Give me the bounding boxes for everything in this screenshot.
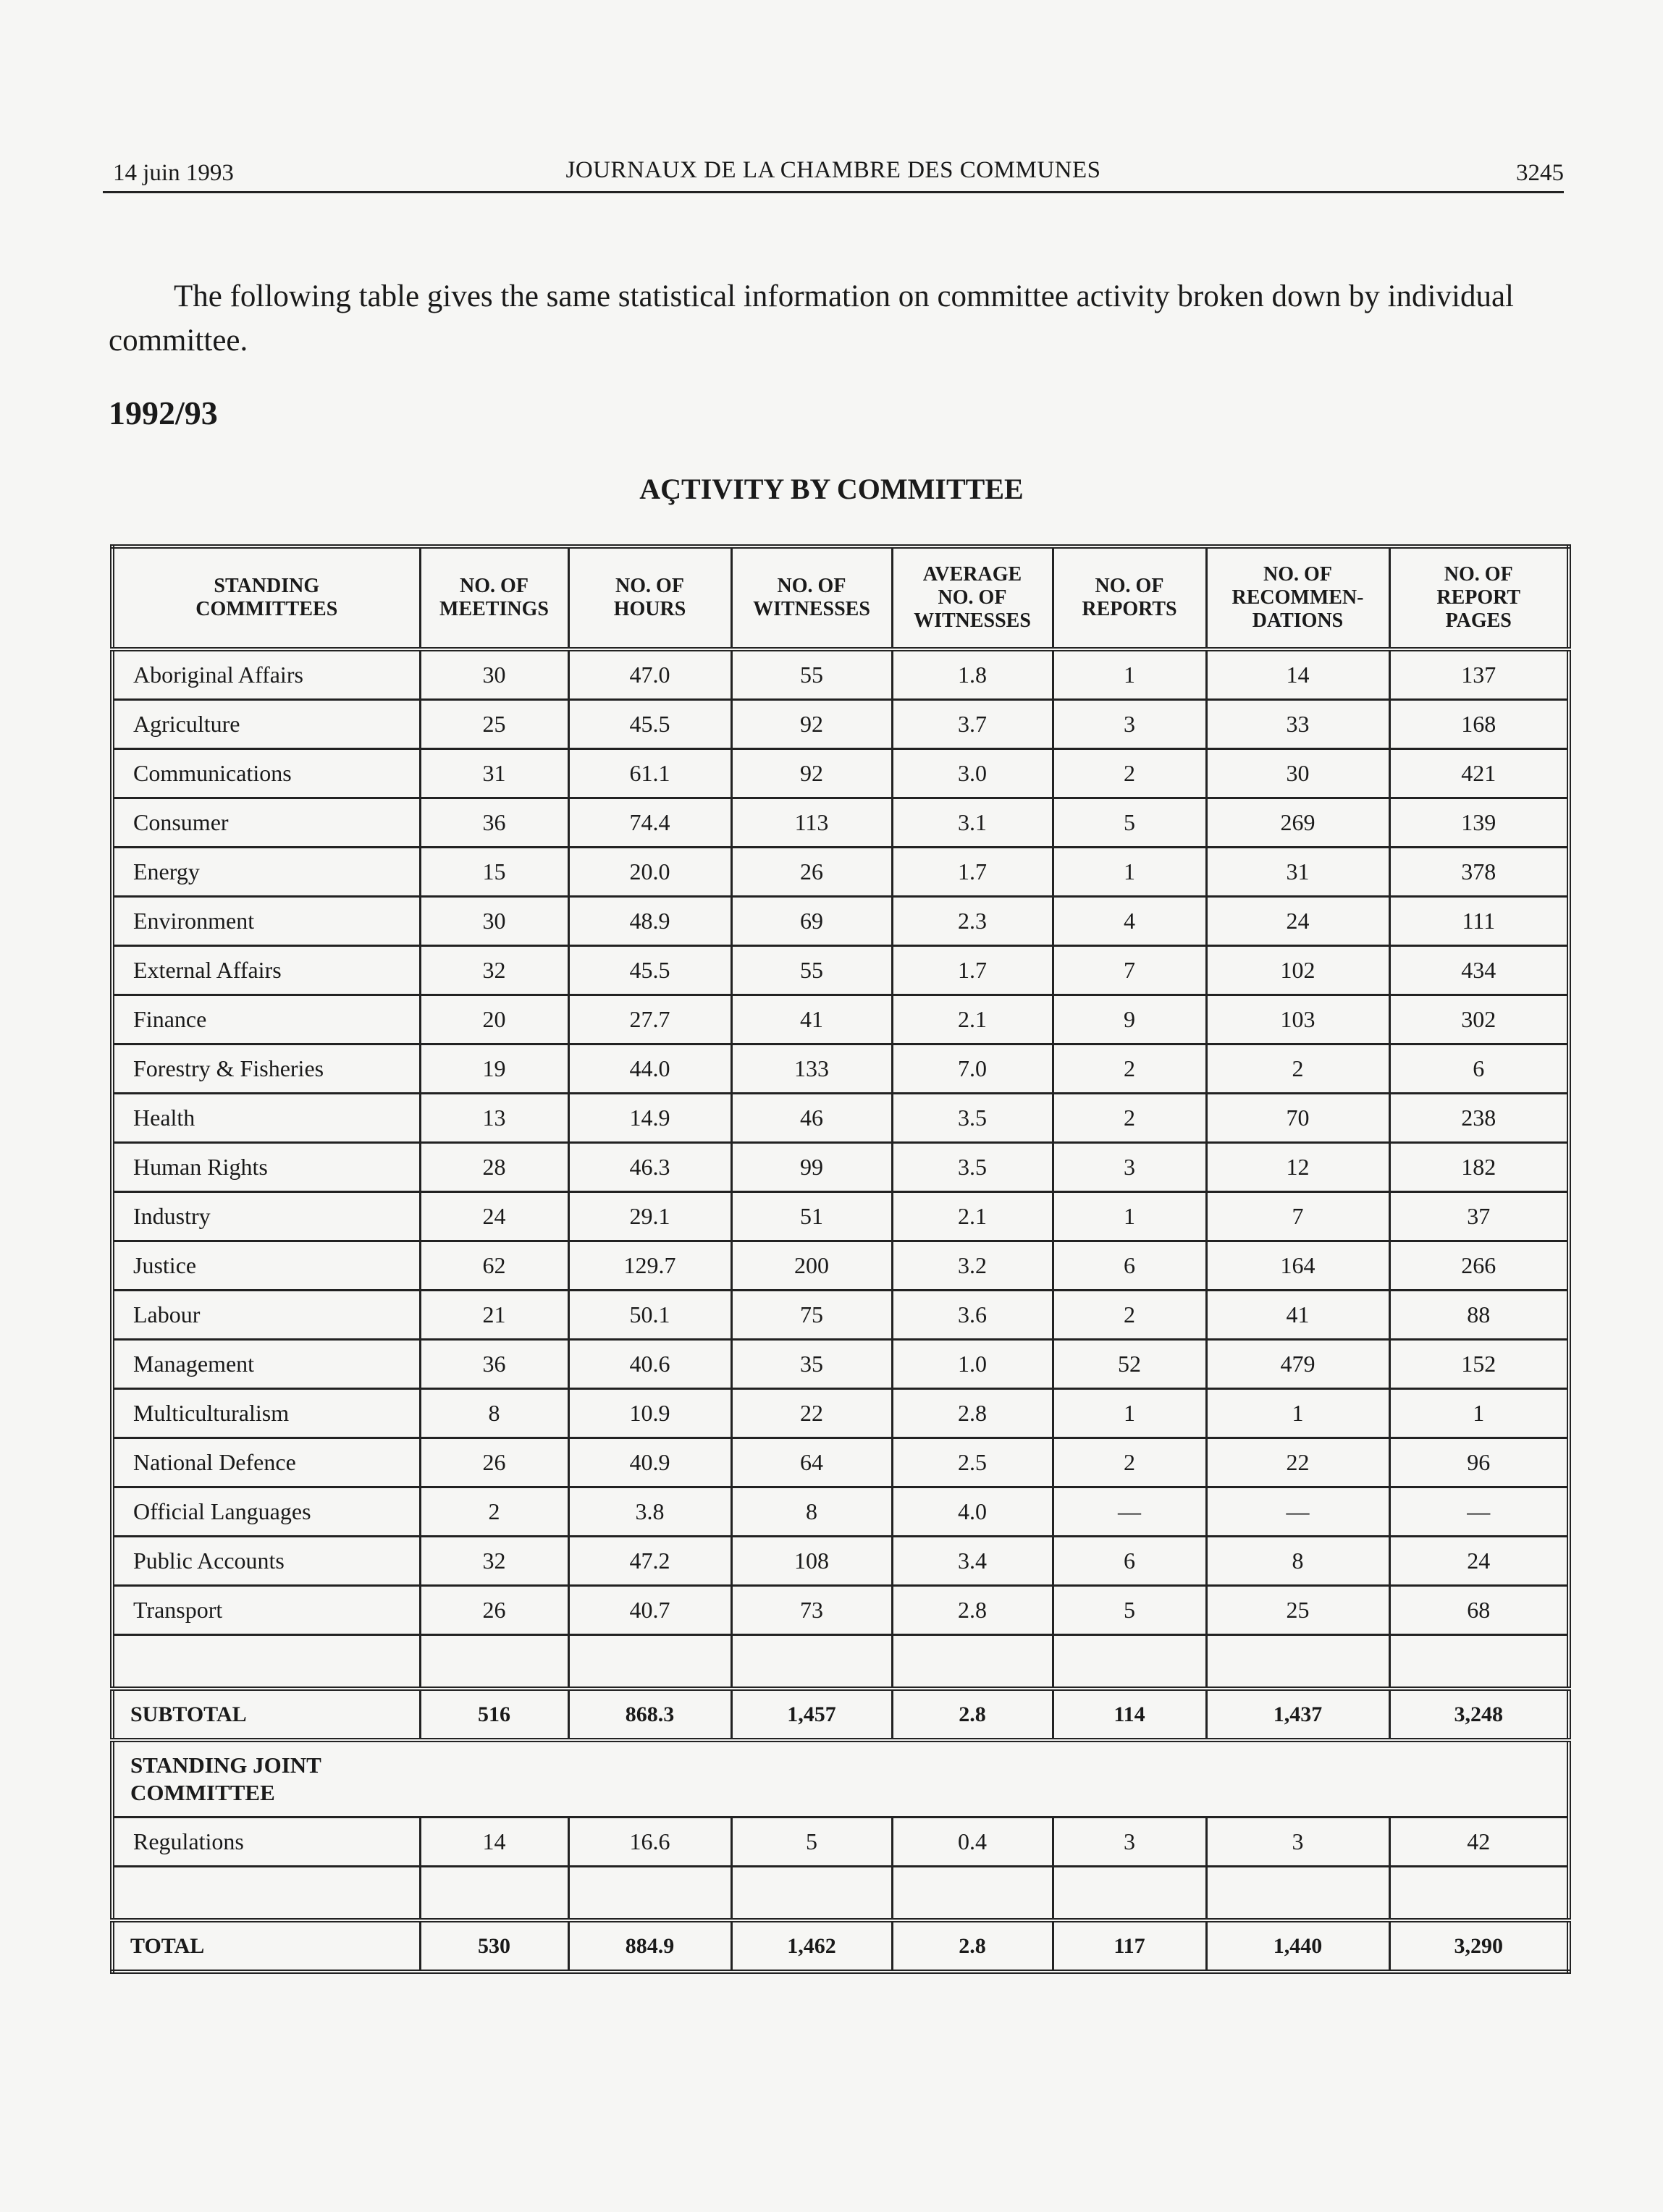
- table-cell: 2.8: [892, 1586, 1053, 1635]
- column-header: NO. OF WITNESSES: [731, 546, 892, 649]
- table-cell: 117: [1053, 1920, 1206, 1972]
- table-cell: 1.7: [892, 848, 1053, 897]
- committee-name-cell: Official Languages: [112, 1487, 420, 1537]
- committee-name-cell: Aboriginal Affairs: [112, 649, 420, 700]
- table-cell: 32: [420, 946, 568, 995]
- table-row: [112, 1537, 1569, 1586]
- empty-cell: [1053, 1635, 1206, 1689]
- header-journal-title: JOURNAUX DE LA CHAMBRE DES COMMUNES: [565, 157, 1101, 183]
- empty-cell: [1389, 1635, 1569, 1689]
- table-cell: 4: [1053, 897, 1206, 946]
- table-cell: 2: [1206, 1044, 1389, 1094]
- table-row: [112, 1389, 1569, 1438]
- table-row: [112, 1143, 1569, 1192]
- committee-name-cell: Forestry & Fisheries: [112, 1044, 420, 1094]
- table-row: [112, 1487, 1569, 1537]
- committee-name-cell: Regulations: [112, 1818, 420, 1867]
- table-cell: 1: [1053, 1192, 1206, 1241]
- committee-name-cell: Human Rights: [112, 1143, 420, 1192]
- table-cell: 16.6: [568, 1818, 731, 1867]
- table-cell: 1,437: [1206, 1689, 1389, 1740]
- table-cell: 40.7: [568, 1586, 731, 1635]
- table-cell: 2: [1053, 1291, 1206, 1340]
- table-cell: 37: [1389, 1192, 1569, 1241]
- table-cell: 3,248: [1389, 1689, 1569, 1740]
- table-cell: 2: [1053, 1438, 1206, 1487]
- total-row: [112, 1920, 1569, 1972]
- table-cell: 26: [420, 1586, 568, 1635]
- table-cell: —: [1206, 1487, 1389, 1537]
- table-cell: 26: [420, 1438, 568, 1487]
- table-cell: 31: [420, 749, 568, 798]
- table-cell: 73: [731, 1586, 892, 1635]
- table-cell: 62: [420, 1241, 568, 1291]
- table-cell: 30: [420, 897, 568, 946]
- table-cell: 22: [731, 1389, 892, 1438]
- table-cell: 92: [731, 749, 892, 798]
- table-cell: 26: [731, 848, 892, 897]
- table-cell: 46.3: [568, 1143, 731, 1192]
- table-cell: 164: [1206, 1241, 1389, 1291]
- table-cell: 530: [420, 1920, 568, 1972]
- joint-committee-heading: STANDING JOINT COMMITTEE: [112, 1740, 1569, 1818]
- empty-cell: [420, 1635, 568, 1689]
- table-cell: 129.7: [568, 1241, 731, 1291]
- table-cell: 9: [1053, 995, 1206, 1044]
- table-cell: 5: [1053, 1586, 1206, 1635]
- table-cell: 51: [731, 1192, 892, 1241]
- table-row: [112, 1044, 1569, 1094]
- committee-name-cell: Consumer: [112, 798, 420, 848]
- empty-cell: [731, 1635, 892, 1689]
- table-cell: 40.6: [568, 1340, 731, 1389]
- column-header: NO. OF REPORT PAGES: [1389, 546, 1569, 649]
- table-cell: 269: [1206, 798, 1389, 848]
- table-cell: 1: [1053, 848, 1206, 897]
- table-cell: 137: [1389, 649, 1569, 700]
- table-row: [112, 1094, 1569, 1143]
- table-cell: 30: [420, 649, 568, 700]
- table-cell: 200: [731, 1241, 892, 1291]
- table-cell: 42: [1389, 1818, 1569, 1867]
- table-row: [112, 1241, 1569, 1291]
- empty-cell: [1206, 1867, 1389, 1921]
- table-cell: 2: [1053, 749, 1206, 798]
- table-cell: 102: [1206, 946, 1389, 995]
- column-header: NO. OF MEETINGS: [420, 546, 568, 649]
- table-cell: 7.0: [892, 1044, 1053, 1094]
- table-cell: 6: [1053, 1241, 1206, 1291]
- table-cell: 3.5: [892, 1143, 1053, 1192]
- table-cell: 111: [1389, 897, 1569, 946]
- table-cell: 25: [420, 700, 568, 749]
- table-cell: 8: [420, 1389, 568, 1438]
- table-cell: 61.1: [568, 749, 731, 798]
- table-cell: 41: [1206, 1291, 1389, 1340]
- table-cell: 114: [1053, 1689, 1206, 1740]
- committee-name-cell: Energy: [112, 848, 420, 897]
- table-cell: 103: [1206, 995, 1389, 1044]
- table-cell: 8: [731, 1487, 892, 1537]
- table-cell: 1,440: [1206, 1920, 1389, 1972]
- table-cell: 36: [420, 1340, 568, 1389]
- table-cell: 41: [731, 995, 892, 1044]
- table-cell: 4.0: [892, 1487, 1053, 1537]
- table-cell: 182: [1389, 1143, 1569, 1192]
- table-cell: 2.8: [892, 1389, 1053, 1438]
- table-cell: 139: [1389, 798, 1569, 848]
- table-cell: 50.1: [568, 1291, 731, 1340]
- table-cell: 21: [420, 1291, 568, 1340]
- table-cell: 10.9: [568, 1389, 731, 1438]
- table-cell: 1.0: [892, 1340, 1053, 1389]
- blank-row: [112, 1867, 1569, 1921]
- table-cell: 6: [1053, 1537, 1206, 1586]
- table-cell: 266: [1389, 1241, 1569, 1291]
- subtotal-row: [112, 1689, 1569, 1740]
- column-header: NO. OF HOURS: [568, 546, 731, 649]
- table-row: [112, 749, 1569, 798]
- table-cell: 378: [1389, 848, 1569, 897]
- table-cell: 516: [420, 1689, 568, 1740]
- table-cell: 168: [1389, 700, 1569, 749]
- table-cell: 1: [1053, 649, 1206, 700]
- page-header: [103, 153, 1564, 193]
- table-cell: 133: [731, 1044, 892, 1094]
- table-cell: 32: [420, 1537, 568, 1586]
- table-cell: 7: [1053, 946, 1206, 995]
- table-row: [112, 1291, 1569, 1340]
- committee-name-cell: Health: [112, 1094, 420, 1143]
- table-cell: 52: [1053, 1340, 1206, 1389]
- table-cell: 68: [1389, 1586, 1569, 1635]
- table-row: [112, 1438, 1569, 1487]
- column-header: NO. OF RECOMMEN- DATIONS: [1206, 546, 1389, 649]
- header-date: 14 juin 1993: [113, 160, 234, 186]
- committee-name-cell: Management: [112, 1340, 420, 1389]
- table-cell: 8: [1206, 1537, 1389, 1586]
- table-cell: 3.2: [892, 1241, 1053, 1291]
- table-cell: 74.4: [568, 798, 731, 848]
- table-cell: 3.7: [892, 700, 1053, 749]
- table-cell: 2.8: [892, 1920, 1053, 1972]
- fiscal-year-heading: 1992/93: [109, 394, 218, 431]
- empty-cell: [892, 1867, 1053, 1921]
- table-cell: 3: [1053, 1143, 1206, 1192]
- table-row: [112, 1818, 1569, 1867]
- table-cell: 14.9: [568, 1094, 731, 1143]
- column-header: NO. OF REPORTS: [1053, 546, 1206, 649]
- table-row: [112, 700, 1569, 749]
- table-cell: 1.7: [892, 946, 1053, 995]
- column-header: AVERAGE NO. OF WITNESSES: [892, 546, 1053, 649]
- table-cell: 36: [420, 798, 568, 848]
- table-cell: 5: [731, 1818, 892, 1867]
- table-cell: 5: [1053, 798, 1206, 848]
- committee-name-cell: Public Accounts: [112, 1537, 420, 1586]
- table-cell: 96: [1389, 1438, 1569, 1487]
- table-cell: 3.5: [892, 1094, 1053, 1143]
- table-cell: —: [1389, 1487, 1569, 1537]
- table-body: [112, 649, 1569, 1972]
- table-cell: 152: [1389, 1340, 1569, 1389]
- table-cell: 2: [1053, 1094, 1206, 1143]
- table-cell: 0.4: [892, 1818, 1053, 1867]
- table-cell: 884.9: [568, 1920, 731, 1972]
- committee-name-cell: External Affairs: [112, 946, 420, 995]
- table-cell: 69: [731, 897, 892, 946]
- table-cell: 31: [1206, 848, 1389, 897]
- table-row: [112, 1586, 1569, 1635]
- table-cell: 45.5: [568, 700, 731, 749]
- table-row: [112, 995, 1569, 1044]
- blank-row: [112, 1635, 1569, 1689]
- table-cell: 3,290: [1389, 1920, 1569, 1972]
- empty-cell: [1389, 1867, 1569, 1921]
- committee-name-cell: Transport: [112, 1586, 420, 1635]
- table-cell: 3: [1053, 700, 1206, 749]
- table-cell: —: [1053, 1487, 1206, 1537]
- table-cell: 75: [731, 1291, 892, 1340]
- committee-name-cell: Justice: [112, 1241, 420, 1291]
- table-cell: 1: [1053, 1389, 1206, 1438]
- table-row: [112, 1192, 1569, 1241]
- table-cell: 55: [731, 946, 892, 995]
- header-page-number: 3245: [1516, 160, 1564, 186]
- committee-name-cell: Agriculture: [112, 700, 420, 749]
- table-cell: 20: [420, 995, 568, 1044]
- table-cell: 24: [1206, 897, 1389, 946]
- table-cell: 2: [1053, 1044, 1206, 1094]
- table-cell: 55: [731, 649, 892, 700]
- committee-name-cell: Environment: [112, 897, 420, 946]
- table-cell: 3.1: [892, 798, 1053, 848]
- committee-name-cell: Communications: [112, 749, 420, 798]
- table-cell: 2.1: [892, 1192, 1053, 1241]
- table-row: [112, 1340, 1569, 1389]
- table-cell: 3.8: [568, 1487, 731, 1537]
- table-cell: 19: [420, 1044, 568, 1094]
- table-cell: 2: [420, 1487, 568, 1537]
- committee-name-cell: TOTAL: [112, 1920, 420, 1972]
- table-cell: 28: [420, 1143, 568, 1192]
- table-cell: 302: [1389, 995, 1569, 1044]
- table-cell: 29.1: [568, 1192, 731, 1241]
- empty-cell: [1206, 1635, 1389, 1689]
- table-cell: 25: [1206, 1586, 1389, 1635]
- committee-name-cell: Industry: [112, 1192, 420, 1241]
- empty-cell: [420, 1867, 568, 1921]
- committee-activity-table: [110, 544, 1571, 1974]
- table-cell: 1,462: [731, 1920, 892, 1972]
- table-cell: 421: [1389, 749, 1569, 798]
- table-cell: 88: [1389, 1291, 1569, 1340]
- table-cell: 238: [1389, 1094, 1569, 1143]
- table-cell: 6: [1389, 1044, 1569, 1094]
- table-cell: 30: [1206, 749, 1389, 798]
- table-cell: 2.3: [892, 897, 1053, 946]
- table-cell: 46: [731, 1094, 892, 1143]
- table-cell: 33: [1206, 700, 1389, 749]
- table-cell: 40.9: [568, 1438, 731, 1487]
- committee-name-cell: Multiculturalism: [112, 1389, 420, 1438]
- table-cell: 44.0: [568, 1044, 731, 1094]
- table-row: [112, 798, 1569, 848]
- table-cell: 1,457: [731, 1689, 892, 1740]
- empty-cell: [892, 1635, 1053, 1689]
- committee-name-cell: SUBTOTAL: [112, 1689, 420, 1740]
- committee-name-cell: Finance: [112, 995, 420, 1044]
- committee-name-cell: National Defence: [112, 1438, 420, 1487]
- table-cell: 3: [1206, 1818, 1389, 1867]
- table-row: [112, 649, 1569, 700]
- table-cell: 27.7: [568, 995, 731, 1044]
- table-cell: 7: [1206, 1192, 1389, 1241]
- table-cell: 2.5: [892, 1438, 1053, 1487]
- table-cell: 47.0: [568, 649, 731, 700]
- table-cell: 64: [731, 1438, 892, 1487]
- table-cell: 14: [420, 1818, 568, 1867]
- table-cell: 20.0: [568, 848, 731, 897]
- table-cell: 1: [1389, 1389, 1569, 1438]
- table-cell: 868.3: [568, 1689, 731, 1740]
- table-cell: 2.8: [892, 1689, 1053, 1740]
- empty-cell: [1053, 1867, 1206, 1921]
- joint-committee-heading-row: [112, 1740, 1569, 1818]
- table-cell: 92: [731, 700, 892, 749]
- empty-cell: [112, 1635, 420, 1689]
- table-cell: 47.2: [568, 1537, 731, 1586]
- table-cell: 12: [1206, 1143, 1389, 1192]
- table-row: [112, 897, 1569, 946]
- intro-paragraph: The following table gives the same statistical information on committee activity broken down by individual committee.: [109, 279, 1514, 358]
- table-cell: 24: [420, 1192, 568, 1241]
- table-cell: 434: [1389, 946, 1569, 995]
- table-cell: 35: [731, 1340, 892, 1389]
- table-cell: 99: [731, 1143, 892, 1192]
- table-cell: 3.6: [892, 1291, 1053, 1340]
- table-cell: 479: [1206, 1340, 1389, 1389]
- table-cell: 13: [420, 1094, 568, 1143]
- table-cell: 3: [1053, 1818, 1206, 1867]
- table-cell: 70: [1206, 1094, 1389, 1143]
- committee-name-cell: Labour: [112, 1291, 420, 1340]
- column-header: STANDING COMMITTEES: [112, 546, 420, 649]
- table-cell: 1.8: [892, 649, 1053, 700]
- empty-cell: [568, 1867, 731, 1921]
- table-cell: 1: [1206, 1389, 1389, 1438]
- table-cell: 45.5: [568, 946, 731, 995]
- empty-cell: [568, 1635, 731, 1689]
- table-cell: 22: [1206, 1438, 1389, 1487]
- table-header-row: [112, 546, 1569, 649]
- table-cell: 3.4: [892, 1537, 1053, 1586]
- table-title: AÇTIVITY BY COMMITTEE: [639, 473, 1024, 505]
- empty-cell: [731, 1867, 892, 1921]
- table-row: [112, 946, 1569, 995]
- table-row: [112, 848, 1569, 897]
- table-cell: 14: [1206, 649, 1389, 700]
- table-cell: 108: [731, 1537, 892, 1586]
- table-cell: 113: [731, 798, 892, 848]
- table-cell: 24: [1389, 1537, 1569, 1586]
- table-cell: 3.0: [892, 749, 1053, 798]
- empty-cell: [112, 1867, 420, 1921]
- table-cell: 15: [420, 848, 568, 897]
- table-cell: 2.1: [892, 995, 1053, 1044]
- table-cell: 48.9: [568, 897, 731, 946]
